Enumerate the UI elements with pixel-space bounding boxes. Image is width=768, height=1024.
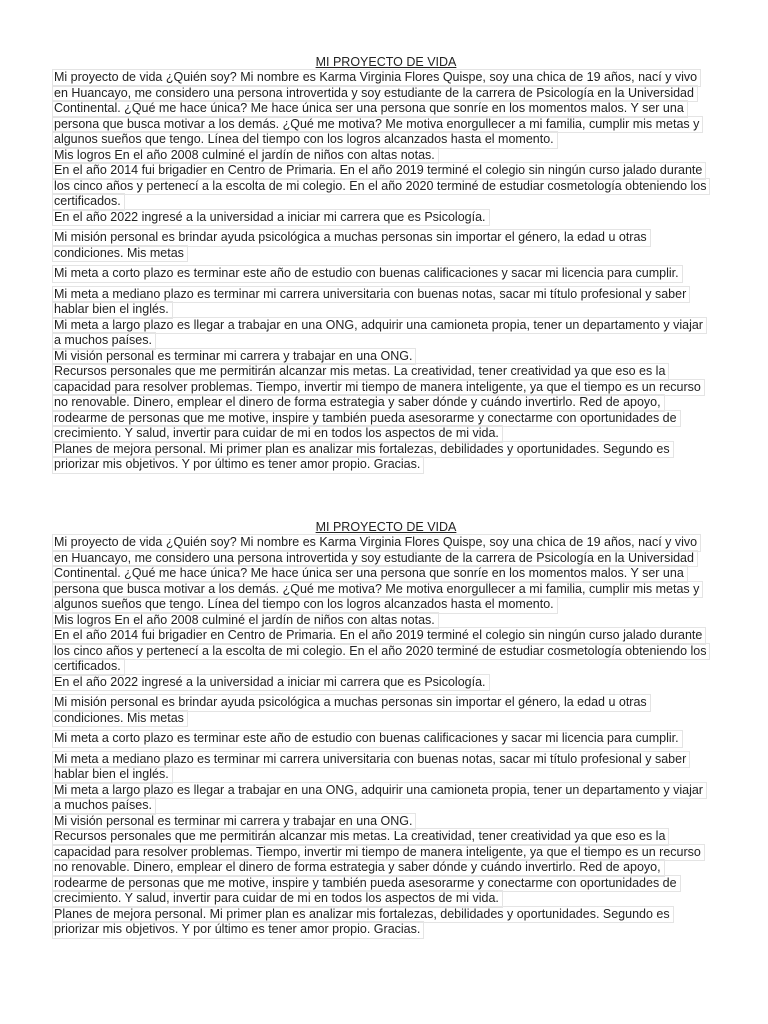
paragraph xyxy=(53,731,717,747)
paragraph-line: no renovable. Dinero, emplear el dinero de forma estrategia y saber dónde y cuándo invertirlo. Red de apoyo, xyxy=(53,860,664,876)
paragraph-line: Planes de mejora personal. Mi primer plan es analizar mis fortalezas, debilidades y oportunidades. Segundo es xyxy=(53,907,673,923)
paragraph-line: priorizar mis objetivos. Y por último es tener amor propio. Gracias. xyxy=(53,457,423,473)
paragraph xyxy=(53,695,717,726)
paragraph-line: Mis logros En el año 2008 culminé el jardín de niños con altas notas. xyxy=(53,613,438,629)
paragraph xyxy=(53,783,717,814)
paragraph xyxy=(53,364,717,442)
paragraph-line: algunos sueños que tengo. Línea del tiempo con los logros alcanzados hasta el momento. xyxy=(53,597,557,613)
paragraph-line: Continental. ¿Qué me hace única? Me hace única ser una persona que sonríe en los momentos malos. Y ser una xyxy=(53,101,687,117)
document-page-2 xyxy=(0,520,768,938)
paragraph xyxy=(53,829,717,907)
paragraph-line: Mi misión personal es brindar ayuda psicológica a muchas personas sin importar el género, la edad u otras xyxy=(53,695,650,711)
paragraph xyxy=(53,349,717,365)
paragraph-line: certificados. xyxy=(53,194,124,210)
paragraph-line: crecimiento. Y salud, invertir para cuidar de mi en todos los aspectos de mi vida. xyxy=(53,426,502,442)
paragraph-line: rodearme de personas que me motive, inspire y también pueda asesorarme y conectarme con oportunidades de xyxy=(53,411,680,427)
paragraph-line: en Huancayo, me considero una persona introvertida y soy estudiante de la carrera de Psicología en la Universidad xyxy=(53,86,697,102)
paragraph-line: priorizar mis objetivos. Y por último es tener amor propio. Gracias. xyxy=(53,922,423,938)
paragraph-line: Continental. ¿Qué me hace única? Me hace única ser una persona que sonríe en los momentos malos. Y ser una xyxy=(53,566,687,582)
paragraph-line: Recursos personales que me permitirán alcanzar mis metas. La creatividad, tener creatividad ya que eso es la xyxy=(53,364,668,380)
paragraph-line: En el año 2014 fui brigadier en Centro de Primaria. En el año 2019 terminé el colegio sin ningún curso jalado durante xyxy=(53,628,705,644)
paragraph xyxy=(53,814,717,830)
paragraph-line: algunos sueños que tengo. Línea del tiempo con los logros alcanzados hasta el momento. xyxy=(53,132,557,148)
paragraph xyxy=(53,613,717,629)
paragraph xyxy=(53,628,717,675)
document-title: MI PROYECTO DE VIDA xyxy=(315,520,457,534)
paragraph xyxy=(53,266,717,282)
paragraph xyxy=(53,907,717,938)
paragraph-line: En el año 2014 fui brigadier en Centro de Primaria. En el año 2019 terminé el colegio sin ningún curso jalado durante xyxy=(53,163,705,179)
paragraph-line: los cinco años y pertenecí a la escolta de mi colegio. En el año 2020 terminé de estudiar cosmetología obteniendo los xyxy=(53,179,709,195)
paragraph xyxy=(53,230,717,261)
paragraph-line: Mi visión personal es terminar mi carrera y trabajar en una ONG. xyxy=(53,349,415,365)
paragraph-line: Mi visión personal es terminar mi carrera y trabajar en una ONG. xyxy=(53,814,415,830)
document-body xyxy=(0,535,768,938)
paragraph-line: Mi meta a mediano plazo es terminar mi carrera universitaria con buenas notas, sacar mi título profesional y saber xyxy=(53,752,689,768)
paragraph xyxy=(53,442,717,473)
paragraph-line: los cinco años y pertenecí a la escolta de mi colegio. En el año 2020 terminé de estudiar cosmetología obteniendo los xyxy=(53,644,709,660)
paragraph-line: Planes de mejora personal. Mi primer plan es analizar mis fortalezas, debilidades y oportunidades. Segundo es xyxy=(53,442,673,458)
paragraph-line: certificados. xyxy=(53,659,124,675)
paragraph-line: persona que busca motivar a los demás. ¿Qué me motiva? Me motiva enorgullecer a mi familia, cumplir mis metas y xyxy=(53,582,702,598)
paragraph-line: En el año 2022 ingresé a la universidad a iniciar mi carrera que es Psicología. xyxy=(53,675,489,691)
paragraph xyxy=(53,675,717,691)
document-page-1 xyxy=(0,55,768,473)
paragraph xyxy=(53,210,717,226)
paragraph-line: Mi meta a largo plazo es llegar a trabajar en una ONG, adquirir una camioneta propia, tener un departamento y viajar xyxy=(53,318,706,334)
paragraph xyxy=(53,70,717,148)
document-body xyxy=(0,70,768,473)
paragraph-line: capacidad para resolver problemas. Tiempo, invertir mi tiempo de manera inteligente, ya que el tiempo es un recurso xyxy=(53,845,704,861)
paragraph xyxy=(53,163,717,210)
paragraph-line: capacidad para resolver problemas. Tiempo, invertir mi tiempo de manera inteligente, ya que el tiempo es un recurso xyxy=(53,380,704,396)
paragraph-line: Mi proyecto de vida ¿Quién soy? Mi nombre es Karma Virginia Flores Quispe, soy una chica de 19 años, nací y vivo xyxy=(53,70,700,86)
paragraph-line: en Huancayo, me considero una persona introvertida y soy estudiante de la carrera de Psicología en la Universidad xyxy=(53,551,697,567)
paragraph xyxy=(53,752,717,783)
paragraph xyxy=(53,535,717,613)
paragraph-line: persona que busca motivar a los demás. ¿Qué me motiva? Me motiva enorgullecer a mi familia, cumplir mis metas y xyxy=(53,117,702,133)
paragraph-line: Mi meta a corto plazo es terminar este año de estudio con buenas calificaciones y sacar mi licencia para cumplir. xyxy=(53,266,682,282)
paragraph-line: hablar bien el inglés. xyxy=(53,302,172,318)
paragraph-line: hablar bien el inglés. xyxy=(53,767,172,783)
paragraph-line: no renovable. Dinero, emplear el dinero de forma estrategia y saber dónde y cuándo invertirlo. Red de apoyo, xyxy=(53,395,664,411)
paragraph xyxy=(53,287,717,318)
paragraph-line: Mi meta a corto plazo es terminar este año de estudio con buenas calificaciones y sacar mi licencia para cumplir. xyxy=(53,731,682,747)
paragraph xyxy=(53,318,717,349)
paragraph-line: a muchos países. xyxy=(53,798,155,814)
document-title: MI PROYECTO DE VIDA xyxy=(315,55,457,69)
paragraph-line: crecimiento. Y salud, invertir para cuidar de mi en todos los aspectos de mi vida. xyxy=(53,891,502,907)
paragraph-line: Mi misión personal es brindar ayuda psicológica a muchas personas sin importar el género, la edad u otras xyxy=(53,230,650,246)
paragraph-line: Mi meta a mediano plazo es terminar mi carrera universitaria con buenas notas, sacar mi título profesional y saber xyxy=(53,287,689,303)
paragraph-line: rodearme de personas que me motive, inspire y también pueda asesorarme y conectarme con oportunidades de xyxy=(53,876,680,892)
paragraph-line: a muchos países. xyxy=(53,333,155,349)
paragraph xyxy=(53,148,717,164)
paragraph-line: Mis logros En el año 2008 culminé el jardín de niños con altas notas. xyxy=(53,148,438,164)
paragraph-line: condiciones. Mis metas xyxy=(53,246,187,262)
paragraph-line: En el año 2022 ingresé a la universidad a iniciar mi carrera que es Psicología. xyxy=(53,210,489,226)
paragraph-line: Mi proyecto de vida ¿Quién soy? Mi nombre es Karma Virginia Flores Quispe, soy una chica de 19 años, nací y vivo xyxy=(53,535,700,551)
paragraph-line: Recursos personales que me permitirán alcanzar mis metas. La creatividad, tener creatividad ya que eso es la xyxy=(53,829,668,845)
paragraph-line: condiciones. Mis metas xyxy=(53,711,187,727)
paragraph-line: Mi meta a largo plazo es llegar a trabajar en una ONG, adquirir una camioneta propia, tener un departamento y viajar xyxy=(53,783,706,799)
